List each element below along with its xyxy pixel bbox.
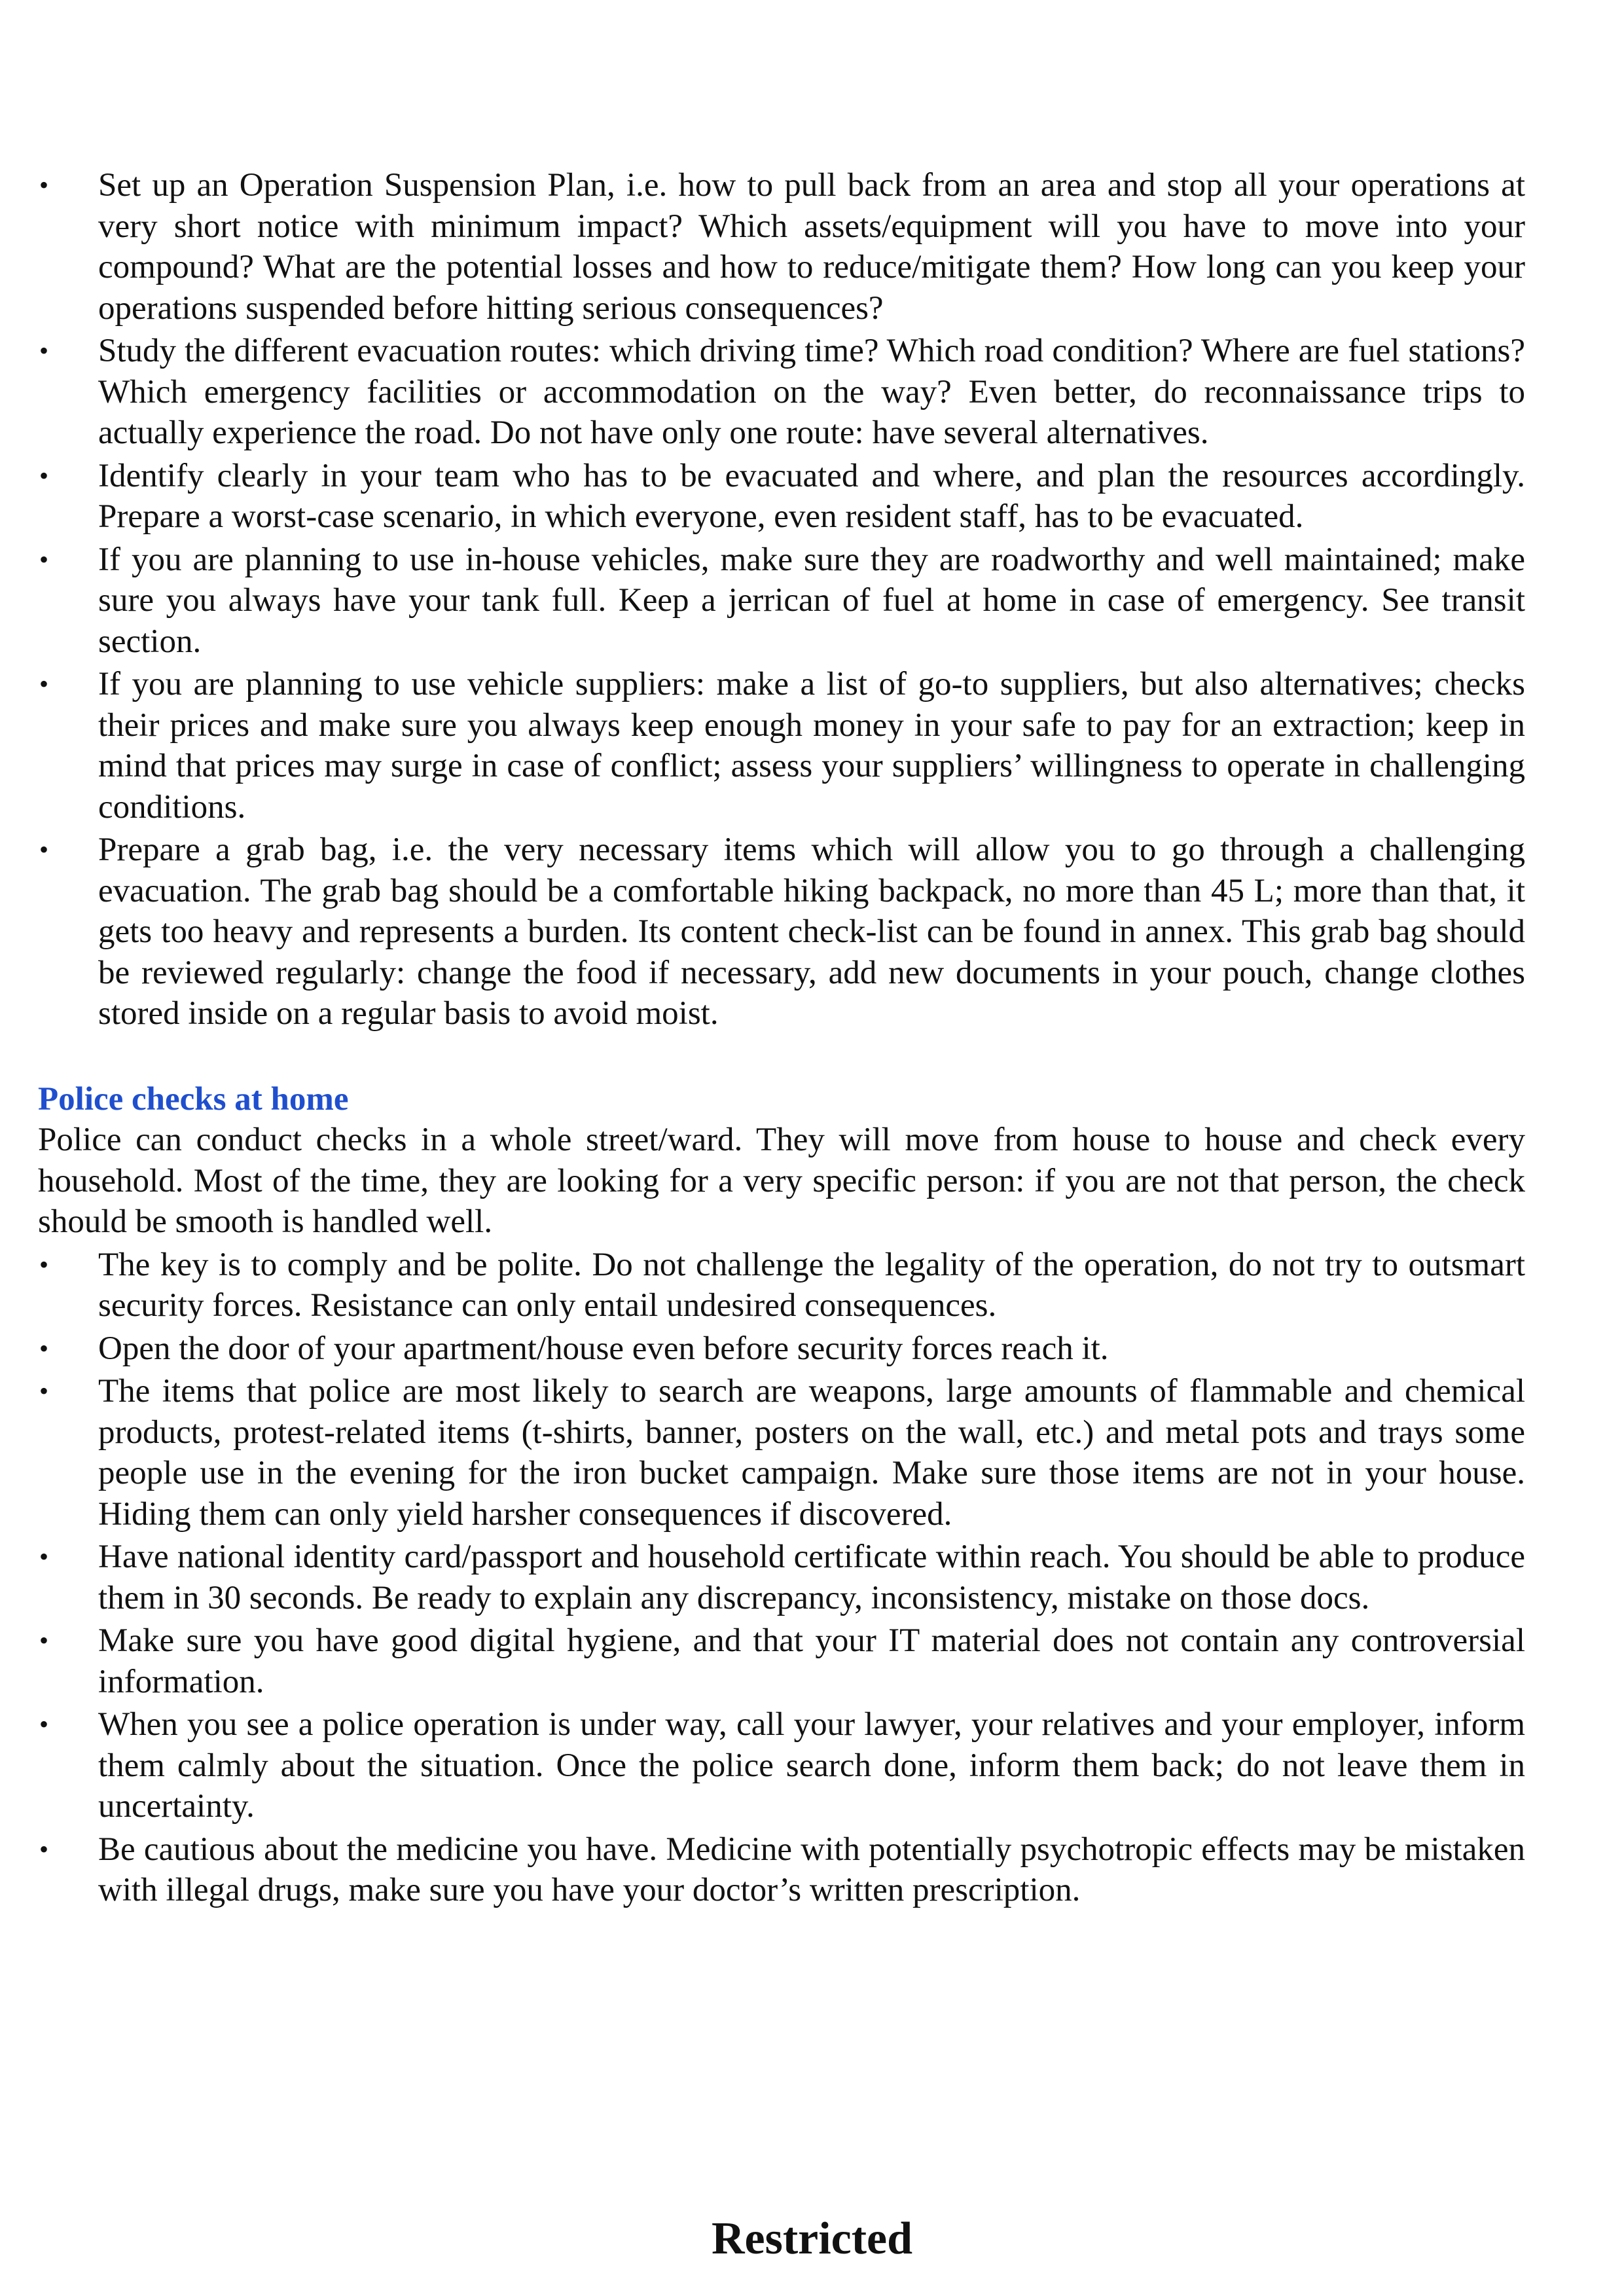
section-heading-police-checks: Police checks at home — [38, 1080, 349, 1118]
list-item-text: Study the different evacuation routes: which driving time? Which road condition? Where are fuel stations? Which emergency facilities or accommodation on the way? Even better, do reconnaissance trips to actually experience the road. Do not have only one route: have several alternatives. — [98, 333, 1525, 451]
bullet-icon: • — [39, 460, 49, 490]
list-item — [38, 165, 1525, 329]
bullet-icon: • — [39, 336, 49, 365]
bullet-icon: • — [39, 1542, 49, 1571]
list-item-text: If you are planning to use in-house vehicles, make sure they are roadworthy and well maintained; make sure you always have your tank full. Keep a jerrican of fuel at home in case of emergency. See transit section. — [98, 541, 1525, 660]
list-item — [38, 664, 1525, 828]
list-item-text: Prepare a grab bag, i.e. the very necessary items which will allow you to go through a challenging evacuation. The grab bag should be a comfortable hiking backpack, no more than 45 L; more than that, it gets too heavy and represents a burden. Its content check-list can be found in annex. This grab bag should be reviewed regularly: change the food if necessary, add new documents in your pouch, change clothes stored inside on a regular basis to avoid moist. — [98, 831, 1525, 1032]
list-item — [38, 1245, 1525, 1326]
list-item — [38, 456, 1525, 538]
list-item — [38, 1829, 1525, 1911]
list-item — [38, 539, 1525, 663]
list-item — [38, 1328, 1525, 1370]
list-item-text: Identify clearly in your team who has to be evacuated and where, and plan the resources accordingly. Prepare a worst-case scenario, in which everyone, even resident staff, has to be evacuated. — [98, 457, 1525, 535]
list-item — [38, 829, 1525, 1034]
list-item-text: When you see a police operation is under way, call your lawyer, your relatives and your employer, inform them calmly about the situation. Once the police search done, inform them back; do not leave them in uncertainty. — [98, 1706, 1525, 1825]
bullet-icon: • — [39, 1834, 49, 1864]
bullet-icon: • — [39, 1376, 49, 1406]
list-item-text: The key is to comply and be polite. Do not challenge the legality of the operation, do not try to outsmart security forces. Resistance can only entail undesired consequences. — [98, 1246, 1525, 1324]
bullet-icon: • — [39, 1333, 49, 1363]
list-item-text: The items that police are most likely to search are weapons, large amounts of flammable and chemical products, protest-related items (t-shirts, banner, posters on the wall, etc.) and metal pots and trays some people use in the evening for the iron bucket campaign. Make sure those items are not in your house. Hiding them can only yield harsher consequences if discovered. — [98, 1373, 1525, 1533]
classification-footer: Restricted — [711, 2214, 913, 2264]
bullet-icon: • — [39, 1709, 49, 1739]
list-item-text: Be cautious about the medicine you have. Medicine with potentially psychotropic effects may be mistaken with illegal drugs, make sure you have your doctor’s written prescription. — [98, 1831, 1525, 1908]
bullet-icon: • — [39, 1249, 49, 1279]
evacuation-checklist — [38, 165, 1525, 1034]
bullet-icon: • — [39, 544, 49, 574]
list-item-text: If you are planning to use vehicle suppliers: make a list of go-to suppliers, but also alternatives; checks their prices and make sure you always keep enough money in your safe to pay for an extraction; keep in mind that prices may surge in case of conflict; assess your suppliers’ willingness to operate in challenging conditions. — [98, 666, 1525, 826]
list-item — [38, 1704, 1525, 1827]
document-page — [38, 165, 1525, 1913]
list-item — [38, 1371, 1525, 1535]
police-checks-checklist — [38, 1245, 1525, 1911]
list-item-text: Have national identity card/passport and household certificate within reach. You should be able to produce them in 30 seconds. Be ready to explain any discrepancy, inconsistency, mistake on those docs. — [98, 1539, 1525, 1616]
bullet-icon: • — [39, 170, 49, 200]
list-item — [38, 1537, 1525, 1618]
bullet-icon: • — [39, 1626, 49, 1655]
list-item — [38, 1620, 1525, 1702]
bullet-icon: • — [39, 669, 49, 699]
list-item-text: Set up an Operation Suspension Plan, i.e. how to pull back from an area and stop all your operations at very short notice with minimum impact? Which assets/equipment will you have to move into your compound? What are the potential losses and how to reduce/mitigate them? How long can you keep your operations suspended before hitting serious consequences? — [98, 167, 1525, 327]
list-item-text: Make sure you have good digital hygiene, and that your IT material does not contain any controversial information. — [98, 1622, 1525, 1700]
list-item — [38, 331, 1525, 454]
bullet-icon: • — [39, 835, 49, 864]
list-item-text: Open the door of your apartment/house even before security forces reach it. — [98, 1330, 1109, 1367]
section-intro-paragraph: Police can conduct checks in a whole street/ward. They will move from house to house and check every household. Most of the time, they are looking for a very specific person: if you are not that person, the check should be smooth is handled well. — [38, 1121, 1525, 1240]
